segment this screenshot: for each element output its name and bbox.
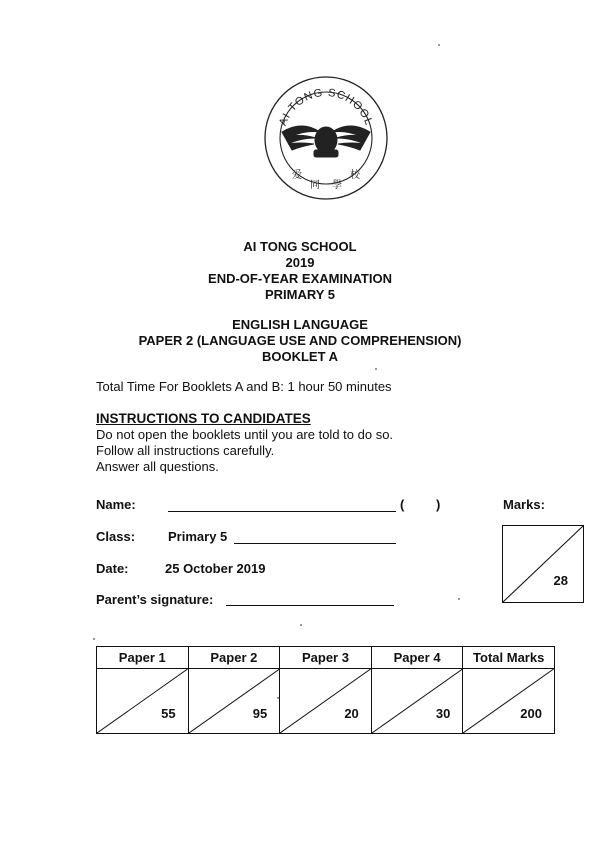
school-name: AI TONG SCHOOL <box>243 239 357 254</box>
total-marks-value: 200 <box>520 706 542 721</box>
booklet-title: BOOKLET A <box>261 349 339 364</box>
class-field[interactable] <box>234 543 396 544</box>
total-marks-cell <box>463 669 555 734</box>
paper-header <box>0 317 600 365</box>
name-field[interactable] <box>168 511 396 512</box>
header-paper-4: Paper 4 <box>371 647 463 669</box>
class-label: Class: <box>96 529 136 544</box>
class-value: Primary 5 <box>168 529 228 544</box>
school-crest-logo <box>262 74 390 202</box>
scan-speck <box>93 638 95 640</box>
paper-4-value: 30 <box>435 706 451 721</box>
crest-char-2: 同 <box>310 180 320 191</box>
scan-speck <box>277 697 279 699</box>
instruction-line: Follow all instructions carefully. <box>96 443 275 458</box>
marks-label: Marks: <box>503 497 545 512</box>
marks-box <box>502 525 584 603</box>
name-label: Name: <box>96 497 136 512</box>
crest-char-4: 校 <box>350 170 360 181</box>
exam-title: END-OF-YEAR EXAMINATION <box>208 271 392 286</box>
marks-total: 28 <box>553 573 568 588</box>
svg-text:AI TONG SCHOOL <box>277 87 375 128</box>
exam-year: 2019 <box>285 255 315 270</box>
subject-title: ENGLISH LANGUAGE <box>232 317 368 332</box>
header-paper-2: Paper 2 <box>188 647 280 669</box>
scan-speck <box>300 624 302 626</box>
crest-arc-text: AI TONG SCHOOL <box>277 86 375 128</box>
crest-char-3: 學 <box>332 180 342 191</box>
header-paper-1: Paper 1 <box>97 647 189 669</box>
paper-title: PAPER 2 (LANGUAGE USE AND COMPREHENSION) <box>138 333 462 348</box>
name-bracket-open: ( <box>400 497 405 512</box>
paper-2-value: 95 <box>252 706 268 721</box>
paper-marks-table <box>96 646 555 734</box>
instruction-line: Answer all questions. <box>96 459 219 474</box>
total-time: Total Time For Booklets A and B: 1 hour 50 minutes <box>96 379 392 394</box>
exam-header <box>0 239 600 303</box>
parent-signature-label: Parent’s signature: <box>96 592 214 607</box>
header-total-marks: Total Marks <box>463 647 555 669</box>
crest-char-1: 爱 <box>292 170 302 181</box>
paper-4-cell <box>371 669 463 734</box>
scan-speck <box>438 44 440 46</box>
date-value: 25 October 2019 <box>165 561 266 576</box>
instruction-line: Do not open the booklets until you are told to do so. <box>96 427 394 442</box>
name-bracket-close: ) <box>436 497 441 512</box>
paper-3-cell <box>280 669 372 734</box>
paper-2-cell <box>188 669 280 734</box>
table-row <box>97 669 555 734</box>
paper-3-value: 20 <box>344 706 359 721</box>
header-paper-3: Paper 3 <box>280 647 372 669</box>
instructions-heading: INSTRUCTIONS TO CANDIDATES <box>96 411 311 426</box>
scan-speck <box>375 368 377 370</box>
parent-signature-field[interactable] <box>226 605 394 606</box>
exam-level: PRIMARY 5 <box>264 287 336 302</box>
scan-speck <box>458 598 460 600</box>
paper-1-value: 55 <box>161 706 176 721</box>
marks-diagonal <box>503 526 583 602</box>
table-header-row <box>97 647 555 669</box>
instructions-list <box>96 427 393 475</box>
date-label: Date: <box>96 561 129 576</box>
paper-1-cell <box>97 669 189 734</box>
